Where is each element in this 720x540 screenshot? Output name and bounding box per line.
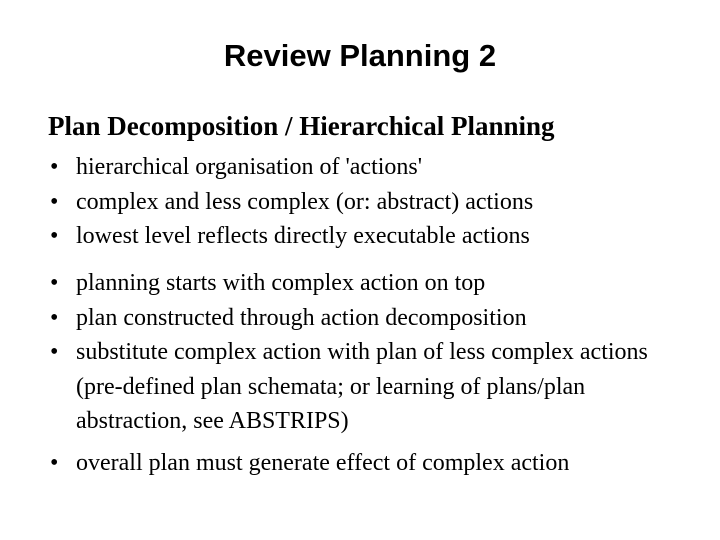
bullet-text: planning starts with complex action on top [76, 270, 486, 296]
slide-subtitle: Plan Decomposition / Hierarchical Planning [48, 111, 555, 141]
bullet-item [0, 150, 676, 185]
bullet-dot: • [50, 223, 59, 249]
bullet-dot: • [50, 188, 59, 215]
bullet-item [0, 335, 676, 439]
bullet-group-2 [0, 266, 676, 439]
bullet-text: plan constructed through action decomposition [76, 304, 527, 331]
bullet-dot: • [50, 339, 59, 365]
bullet-text: hierarchical organisation of 'actions' [76, 154, 423, 180]
bullet-group-3 [0, 446, 676, 481]
bullet-dot: • [50, 154, 59, 180]
bullet-text: complex and less complex (or: abstract) actions [76, 188, 534, 215]
slide-title: Review Planning 2 [223, 38, 497, 73]
bullet-item [0, 266, 676, 301]
bullet-dot: • [50, 270, 59, 296]
bullet-text: overall plan must generate effect of complex action [76, 450, 570, 476]
bullet-item [0, 446, 676, 481]
bullet-text: substitute complex action with plan of less complex actions (pre-defined plan schemata; or learning of plans/plan abstraction, see ABSTRIPS) [76, 339, 648, 434]
bullet-item [0, 185, 676, 220]
bullet-dot: • [50, 450, 59, 476]
bullet-item [0, 219, 676, 254]
bullet-group-1 [0, 150, 676, 254]
bullet-item [0, 301, 676, 336]
bullet-text: lowest level reflects directly executable actions [76, 223, 530, 249]
bullet-dot: • [50, 304, 59, 331]
